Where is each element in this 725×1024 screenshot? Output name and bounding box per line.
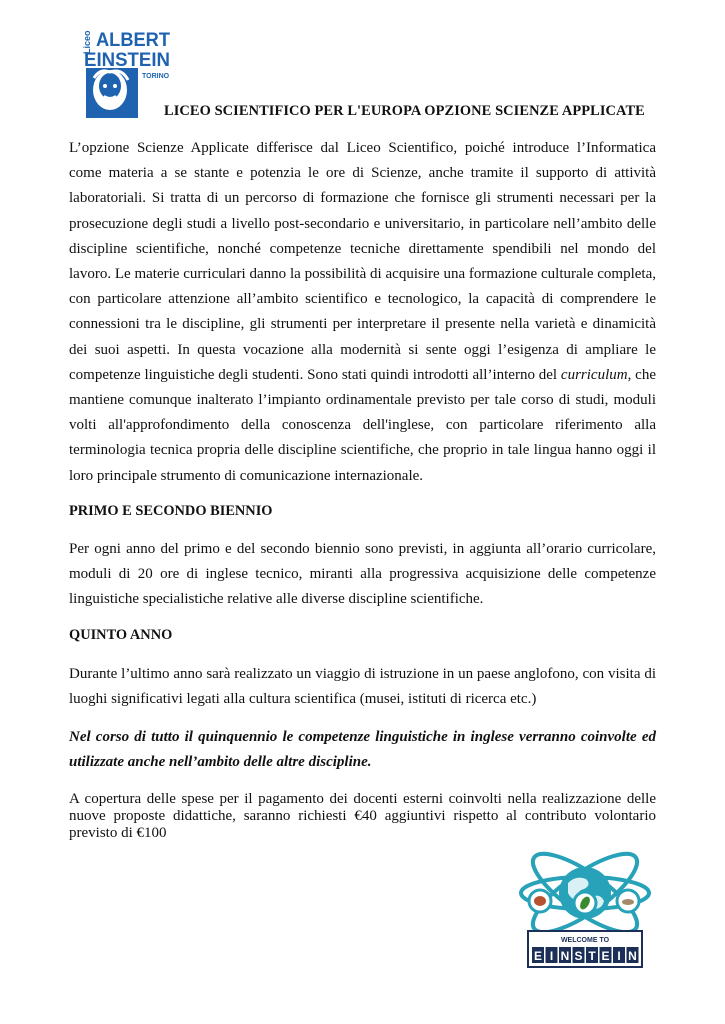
intro-text-part1: L’opzione Scienze Applicate differisce dal Liceo Scientifico, poiché introduce l’Informatica come materia a se stante e potenzia le ore di Scienze, anche tramite il supporto di attività laboratoriali. Si tratta di un percorso di formazione che fornisce gli strumenti necessari per la prosecuzione degli studi a livello post-secondario e universitario, in particolare nell’ambito delle discipline scientifiche, nonché competenze tecniche direttamente spendibili nel mondo del lavoro. Le materie curriculari danno la possibilità di acquisire una formazione culturale completa, con particolare attenzione all’ambito scientifico e tecnologico, la capacità di comprendere le connessioni tra le discipline, gli strumenti per interpretare il presente nella varietà e dinamicità dei suoi aspetti. In questa vocazione alla modernità si sente oggi l’esigenza di ampliare le competenze linguistiche degli studenti. Sono stati quindi introdotti all’interno del	[69, 140, 656, 383]
einstein-letter: I	[549, 949, 554, 963]
welcome-to-text: WELCOME TO	[560, 937, 610, 944]
costs-paragraph: A copertura delle spese per il pagamento dei docenti esterni coinvolti nella realizzazione delle nuove proposte didattiche, saranno richiesti €40 aggiuntivi rispetto al contributo volontario previsto di €100	[69, 791, 656, 841]
einstein-letter: E	[601, 949, 610, 963]
einstein-letter: E	[533, 949, 543, 963]
einstein-letter: N	[628, 949, 637, 963]
einstein-letter: T	[588, 949, 596, 963]
intro-text-part2: , che mantiene comunque inalterato l’impianto ordinamentale previsto per tale corso di studi, moduli volti all'approfondimento della conoscenza dell'inglese, con particolare riferimento alla terminologia tecnica propria delle discipline scientifiche, che proprio in tale lingua hanno oggi il loro principale strumento di comunicazione internazionale.	[69, 366, 656, 484]
section-text-quinto-anno: Durante l’ultimo anno sarà realizzato un viaggio di istruzione in un paese anglofono, con visita di luoghi significativi legati alla cultura scientifica (musei, istituti di ricerca etc.)	[69, 666, 656, 708]
logo-liceo-text: Liceo	[82, 30, 92, 54]
section-text-biennio: Per ogni anno del primo e del secondo biennio sono previsti, in aggiunta all’orario curricolare, moduli di 20 ore di inglese tecnico, miranti alla progressiva acquisizione delle competenze linguistiche specialistiche relative alle diverse discipline scientifiche.	[69, 541, 656, 608]
document-title: LICEO SCIENTIFICO PER L'EUROPA OPZIONE SCIENZE APPLICATE	[164, 103, 645, 119]
welcome-logo	[510, 835, 660, 970]
logo-albert-text: ALBERT	[96, 30, 171, 51]
section-heading-quinto-anno: QUINTO ANNO	[69, 627, 173, 643]
logo-einstein-text: EINSTEIN	[84, 50, 170, 71]
einstein-letter: S	[574, 949, 583, 963]
logo-torino-text: TORINO	[142, 73, 170, 80]
intro-italic-term: curriculum	[560, 366, 628, 383]
intro-paragraph	[69, 136, 656, 489]
einstein-letter: I	[617, 949, 621, 963]
emphasis-paragraph: Nel corso di tutto il quinquennio le competenze linguistiche in inglese verranno coinvolte ed utilizzate anche nell’ambito delle altre discipline.	[69, 729, 656, 771]
school-logo	[80, 24, 174, 118]
section-heading-biennio: PRIMO E SECONDO BIENNIO	[69, 503, 273, 519]
einstein-letter: N	[560, 949, 570, 963]
